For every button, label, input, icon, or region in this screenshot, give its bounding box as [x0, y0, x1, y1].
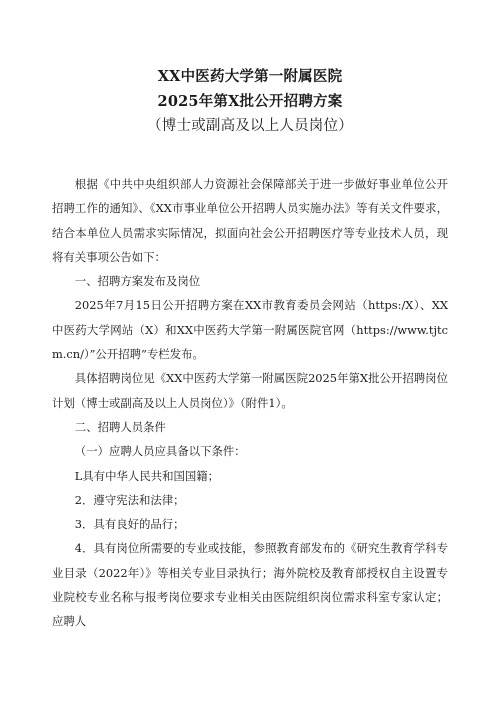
title-hospital-name: XX中医药大学第一附属医院 [157, 68, 343, 85]
subsection-heading: （一）应聘人员应具备以下条件： [74, 444, 246, 459]
section-heading-1: 一、招聘方案发布及岗位 [74, 274, 201, 289]
condition-item-2: 2．遵守宪法和法律； [74, 492, 185, 507]
publication-paragraph: 2025年7月15日公开招聘方案在XX市教育委员会网站（https:/X）、XX中医药大学网站（X）和XX中医药大学第一附属医院官网（https://www.tjtcm.cn/）”公开招聘”专栏发布。 [52, 298, 448, 362]
intro-paragraph: 根据《中共中央组织部人力资源社会保障部关于进一步做好事业单位公开招聘工作的通知》、《XX市事业单位公开招聘人员实施办法》等有关文件要求，结合本单位人员需求实际情况，拟面向社会公开招聘医疗等专业技术人员，现将有关事项公告如下： [52, 177, 448, 264]
condition-item-1: L具有中华人民共和国国籍； [74, 468, 220, 483]
document-body [52, 172, 448, 634]
condition-item-4: 4．具有岗位所需要的专业或技能，参照教育部发布的《研究生教育学科专业目录（2022年）》等相关专业目录执行；海外院校及教育部授权自主设置专业院校专业名称与报考岗位要求专业相关由医院组织岗位需求科室专家认定；应聘人 [52, 541, 448, 629]
document-title [0, 64, 500, 139]
condition-item-3: 3．具有良好的品行； [74, 517, 185, 532]
section-heading-2: 二、招聘人员条件 [74, 419, 166, 434]
title-plan-name: 2025年第X批公开招聘方案 [157, 93, 343, 110]
positions-paragraph: 具体招聘岗位见《XX中医药大学第一附属医院2025年第X批公开招聘岗位计划（博士或副高及以上人员岗位）》（附件1）。 [52, 371, 448, 410]
title-subtitle: （博士或副高及以上人员岗位） [147, 118, 353, 134]
